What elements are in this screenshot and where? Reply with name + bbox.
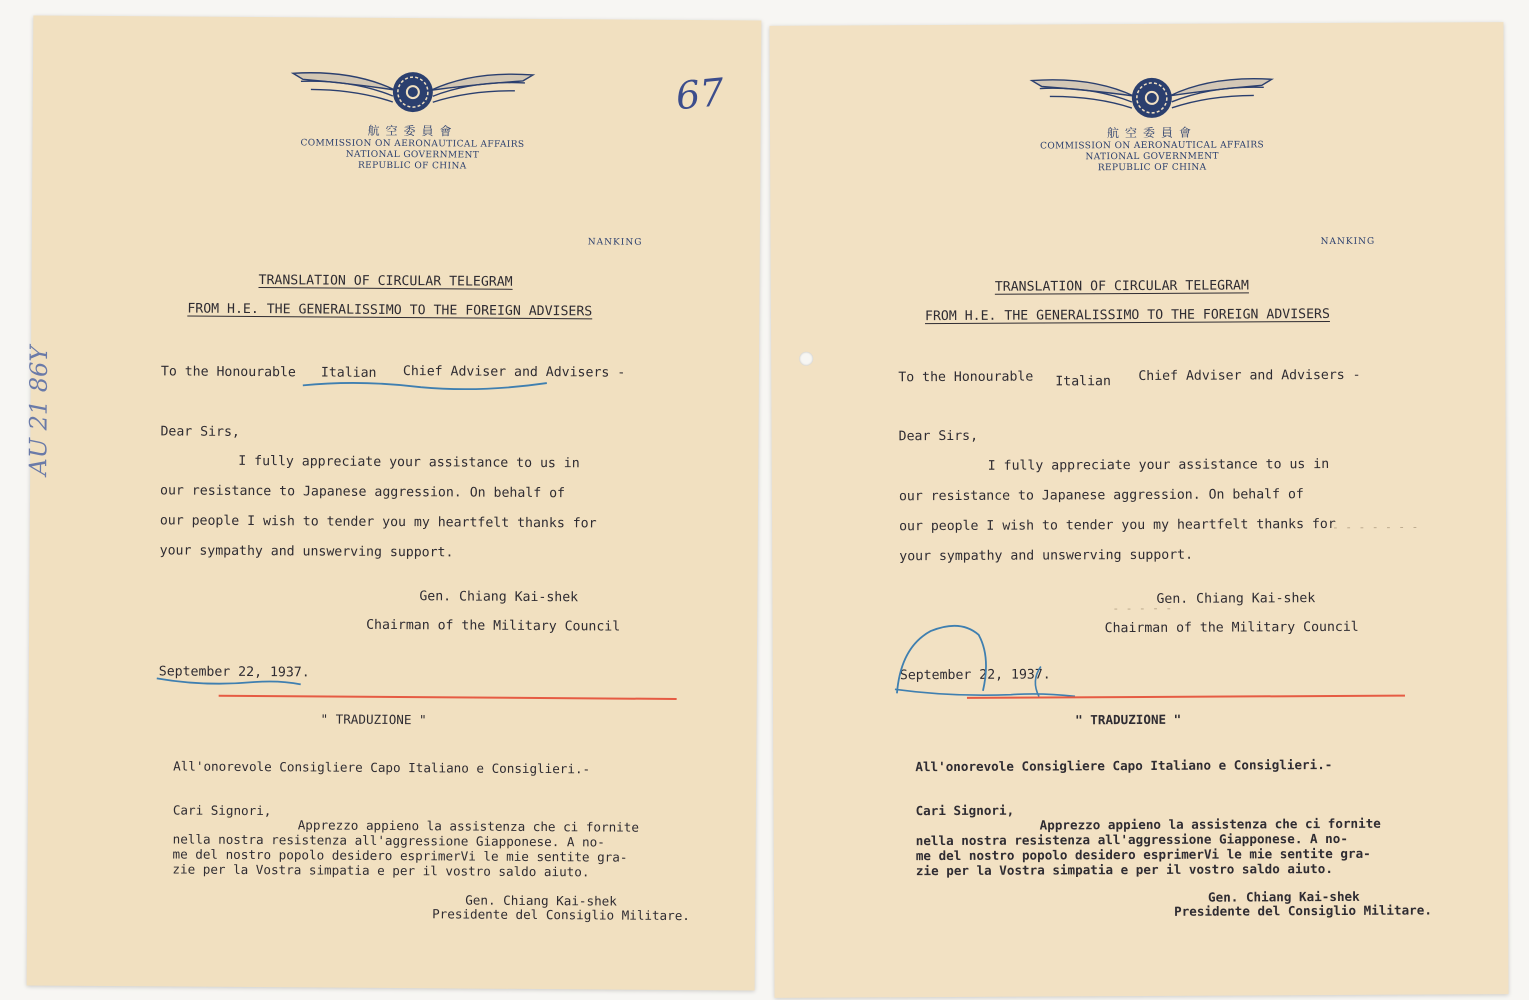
blue-pencil-circle	[891, 616, 1081, 707]
letterhead-line-2: NATIONAL GOVERNMENT	[345, 149, 480, 161]
italian-salutation: Cari Signori,	[915, 802, 1015, 819]
salutation: Dear Sirs,	[898, 428, 979, 445]
signature-title: Chairman of the Military Council	[1104, 619, 1359, 637]
signature-title: Chairman of the Military Council	[366, 617, 621, 635]
addressee-nationality: Italian	[320, 365, 377, 381]
letterhead-line-2: NATIONAL GOVERNMENT	[1085, 151, 1219, 163]
heading-line-1: TRANSLATION OF CIRCULAR TELEGRAM	[258, 273, 513, 290]
italian-signature-name: Gen. Chiang Kai-shek	[1207, 888, 1360, 905]
body-line-2: our resistance to Japanese aggression. On behalf of	[898, 487, 1304, 505]
italian-body-line-3: me del nostro popolo desidero esprimerVi le mie sentite gra-	[915, 845, 1371, 864]
italian-signature-title: Presidente del Consiglio Militare.	[432, 906, 690, 924]
offset-ghost-text: - - - - - - -	[1332, 520, 1419, 534]
italian-body-line-1: Apprezzo appieno la assistenza che ci fornite	[297, 817, 639, 835]
letterhead-line-1: COMMISSION ON AERONAUTICAL AFFAIRS	[1040, 140, 1265, 152]
blue-pencil-underline	[301, 377, 551, 393]
italian-body-line-1: Apprezzo appieno la assistenza che ci fornite	[1039, 815, 1381, 833]
addressee-prefix: To the Honourable	[160, 364, 296, 381]
italian-signature-title: Presidente del Consiglio Militare.	[1174, 902, 1432, 919]
addressee-suffix: Chief Adviser and Advisers -	[402, 364, 626, 381]
letterhead-line-3: REPUBLIC OF CHINA	[357, 160, 467, 172]
signature-name: Gen. Chiang Kai-shek	[1156, 591, 1316, 607]
body-line-1: I fully appreciate your assistance to us in	[238, 453, 580, 472]
italian-body-line-3: me del nostro popolo desidero esprimerVi le mie sentite gra-	[172, 846, 628, 865]
body-line-3: our people I wish to tender you my heartfelt thanks for	[159, 513, 597, 532]
winged-emblem-icon	[283, 59, 543, 121]
signature-name: Gen. Chiang Kai-shek	[419, 589, 579, 606]
addressee-suffix: Chief Adviser and Advisers -	[1138, 367, 1361, 385]
city-label: NANKING	[587, 237, 643, 248]
italian-addressee: All'onorevole Consigliere Capo Italiano e Consiglieri.-	[915, 756, 1333, 775]
letterhead-chinese: 航空委員會	[367, 123, 458, 139]
red-divider	[219, 695, 677, 700]
italian-body-line-4: zie per la Vostra simpatia e per il vostro saldo aiuto.	[172, 861, 590, 880]
translation-heading: " TRADUZIONE "	[1075, 711, 1182, 728]
punch-hole	[799, 352, 813, 366]
letterhead-chinese: 航空委員會	[1106, 125, 1198, 141]
offset-ghost-text: - - - - -	[1112, 601, 1173, 616]
body-line-4: your sympathy and unswerving support.	[899, 547, 1194, 565]
letter-date: September 22, 1937.	[158, 664, 310, 681]
italian-body-line-4: zie per la Vostra simpatia e per il vostro saldo aiuto.	[915, 860, 1333, 879]
letterhead-line-1: COMMISSION ON AERONAUTICAL AFFAIRS	[300, 138, 525, 150]
salutation: Dear Sirs,	[160, 424, 240, 440]
heading-line-2: FROM H.E. THE GENERALISSIMO TO THE FOREIGN ADVISERS	[924, 306, 1330, 325]
date-underline	[155, 674, 305, 689]
italian-body-line-2: nella nostra resistenza all'aggressione Giapponese. A no-	[915, 830, 1348, 849]
heading-line-2: FROM H.E. THE GENERALISSIMO TO THE FOREIGN ADVISERS	[187, 301, 593, 320]
winged-emblem-icon	[1022, 65, 1282, 126]
body-line-2: our resistance to Japanese aggression. On behalf of	[160, 483, 566, 502]
addressee-prefix: To the Honourable	[898, 369, 1034, 386]
italian-signature-name: Gen. Chiang Kai-shek	[465, 892, 617, 909]
letter-date: September 22, 1937.	[899, 667, 1051, 684]
italian-salutation: Cari Signori,	[172, 802, 272, 819]
italian-addressee: All'onorevole Consigliere Capo Italiano e Consiglieri.-	[173, 758, 591, 777]
handwritten-margin-note: AU 21 86Y	[24, 345, 54, 476]
body-line-4: your sympathy and unswerving support.	[159, 543, 454, 561]
italian-body-line-2: nella nostra resistenza all'aggressione Giapponese. A no-	[172, 831, 605, 850]
translation-heading: " TRADUZIONE "	[320, 711, 427, 728]
document-page-left	[24, 15, 762, 990]
letterhead-line-3: REPUBLIC OF CHINA	[1097, 162, 1207, 174]
body-line-1: I fully appreciate your assistance to us in	[987, 457, 1330, 474]
document-page-right	[769, 22, 1508, 998]
letterhead	[992, 123, 1312, 175]
heading-line-1: TRANSLATION OF CIRCULAR TELEGRAM	[994, 278, 1249, 295]
addressee-nationality: Italian	[1055, 374, 1111, 390]
body-line-3: our people I wish to tender you my heartfelt thanks for	[899, 516, 1336, 535]
city-label: NANKING	[1320, 236, 1376, 248]
letterhead	[252, 121, 572, 173]
handwritten-page-number: 67	[673, 69, 727, 119]
